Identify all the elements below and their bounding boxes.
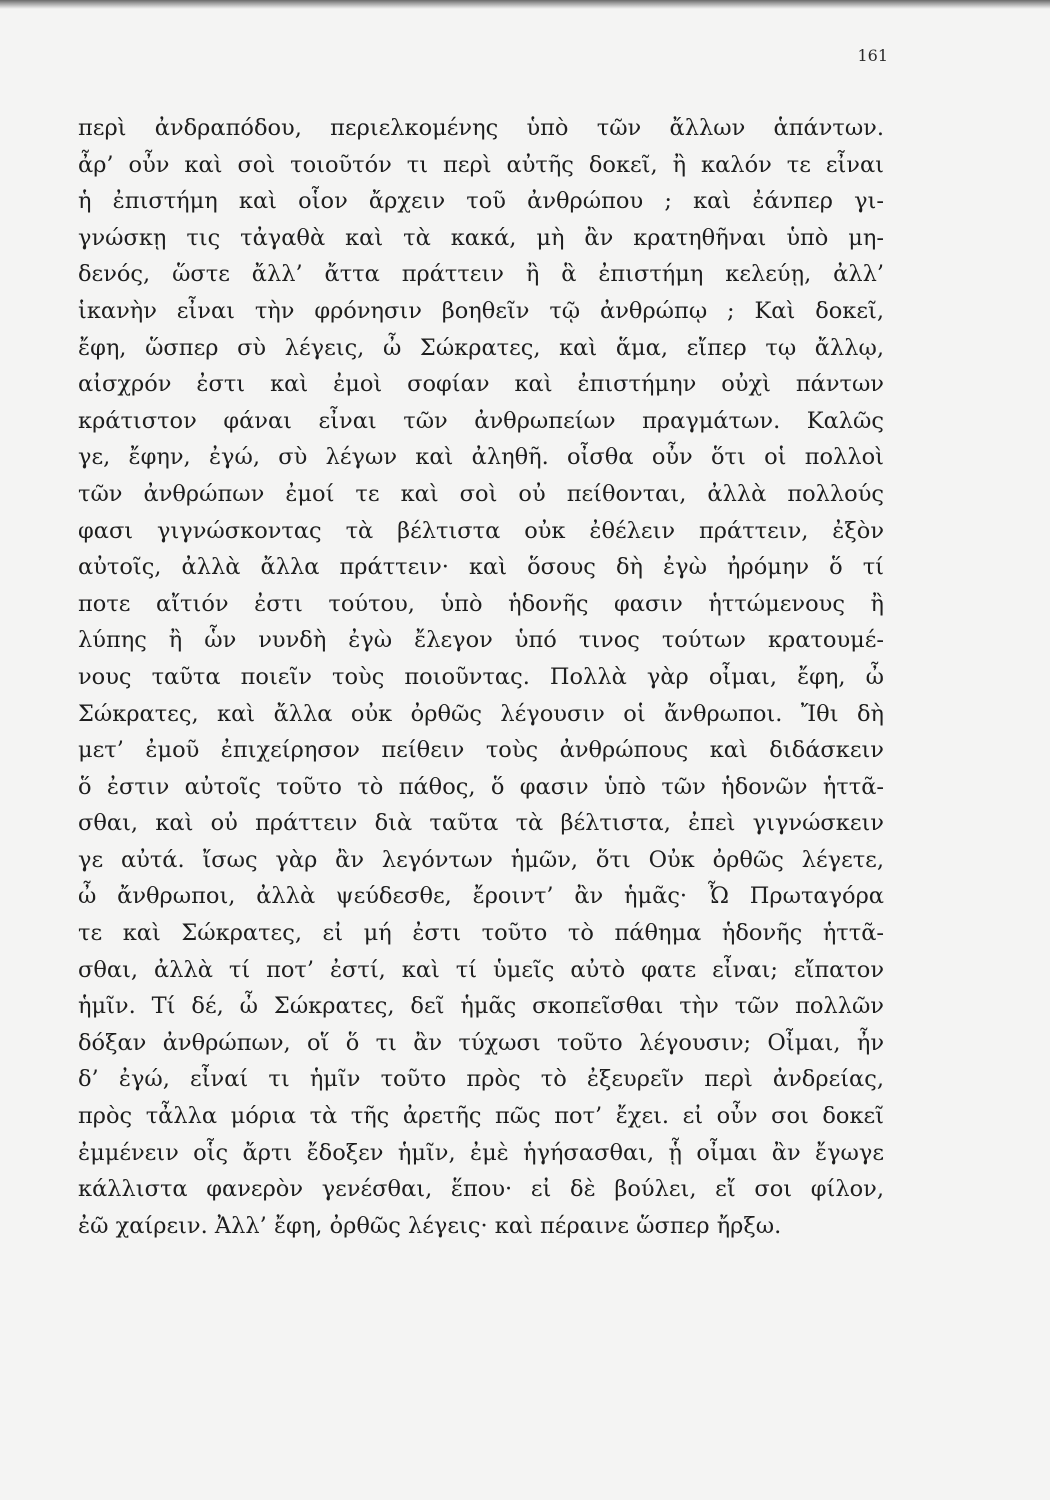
text-line: ἱκανὴν εἶναι τὴν φρόνησιν βοηθεῖν τῷ ἀνθρώπῳ ; Καὶ δοκεῖ, xyxy=(78,297,884,324)
text-line: φασι γιγνώσκοντας τὰ βέλτιστα οὐκ ἐθέλειν πράττειν, ἐξὸν xyxy=(78,517,884,544)
text-line: δενός, ὥστε ἄλλ’ ἄττα πράττειν ἢ ἃ ἐπιστήμη κελεύῃ, ἀλλ’ xyxy=(78,261,884,288)
text-line: κάλλιστα φανερὸν γενέσθαι, ἕπου· εἰ δὲ βούλει, εἴ σοι φίλον, xyxy=(78,1176,884,1203)
text-line: ἆρ’ οὖν καὶ σοὶ τοιοῦτόν τι περὶ αὐτῆς δοκεῖ, ἢ καλόν τε εἶναι xyxy=(78,151,884,178)
text-line: σθαι, καὶ οὐ πράττειν διὰ ταῦτα τὰ βέλτιστα, ἐπεὶ γιγνώσκειν xyxy=(78,810,884,837)
text-line: κράτιστον φάναι εἶναι τῶν ἀνθρωπείων πραγμάτων. Καλῶς xyxy=(78,407,884,434)
text-line: ποτε αἴτιόν ἐστι τούτου, ὑπὸ ἡδονῆς φασιν ἡττώμενους ἢ xyxy=(78,590,884,617)
text-line: περὶ ἀνδραπόδου, περιελκομένης ὑπὸ τῶν ἄλλων ἁπάντων. xyxy=(78,115,884,141)
text-line: τῶν ἀνθρώπων ἐμοί τε καὶ σοὶ οὐ πείθονται, ἀλλὰ πολλούς xyxy=(78,480,884,507)
text-line: μετ’ ἐμοῦ ἐπιχείρησον πείθειν τοὺς ἀνθρώπους καὶ διδάσκειν xyxy=(78,737,884,764)
text-line: λύπης ἢ ὧν νυνδὴ ἐγὼ ἔλεγον ὑπό τινος τούτων κρατουμέ- xyxy=(78,627,884,654)
text-line: τε καὶ Σώκρατες, εἰ μή ἐστι τοῦτο τὸ πάθημα ἡδονῆς ἡττᾶ- xyxy=(78,920,884,947)
text-line: γε, ἔφην, ἐγώ, σὺ λέγων καὶ ἀληθῆ. οἶσθα οὖν ὅτι οἱ πολλοὶ xyxy=(78,444,884,471)
text-line: ἔφη, ὥσπερ σὺ λέγεις, ὦ Σώκρατες, καὶ ἅμα, εἴπερ τῳ ἄλλῳ, xyxy=(78,334,884,361)
text-line: ἡμῖν. Τί δέ, ὦ Σώκρατες, δεῖ ἡμᾶς σκοπεῖσθαι τὴν τῶν πολλῶν xyxy=(78,993,884,1020)
text-line: ἐμμένειν οἷς ἄρτι ἔδοξεν ἡμῖν, ἐμὲ ἡγήσασθαι, ᾗ οἶμαι ἂν ἔγωγε xyxy=(78,1139,884,1166)
text-line: ὦ ἄνθρωποι, ἀλλὰ ψεύδεσθε, ἔροιντ’ ἂν ἡμᾶς· Ὦ Πρωταγόρα xyxy=(78,883,884,910)
text-line: αἰσχρόν ἐστι καὶ ἐμοὶ σοφίαν καὶ ἐπιστήμην οὐχὶ πάντων xyxy=(78,371,884,398)
scan-top-edge xyxy=(0,0,1050,9)
greek-text-body xyxy=(78,110,884,1244)
text-line: νους ταῦτα ποιεῖν τοὺς ποιοῦντας. Πολλὰ γὰρ οἶμαι, ἔφη, ὦ xyxy=(78,663,884,690)
text-line: ἡ ἐπιστήμη καὶ οἷον ἄρχειν τοῦ ἀνθρώπου ; καὶ ἐάνπερ γι- xyxy=(78,188,884,215)
text-line: σθαι, ἀλλὰ τί ποτ’ ἐστί, καὶ τί ὑμεῖς αὐτὸ φατε εἶναι; εἴπατον xyxy=(78,956,884,983)
text-line: Σώκρατες, καὶ ἄλλα οὐκ ὀρθῶς λέγουσιν οἱ ἄνθρωποι. Ἴθι δὴ xyxy=(78,700,884,727)
text-line: ὅ ἐστιν αὐτοῖς τοῦτο τὸ πάθος, ὅ φασιν ὑπὸ τῶν ἡδονῶν ἡττᾶ- xyxy=(78,773,884,800)
page-number: 161 xyxy=(857,46,888,65)
text-line: γε αὐτά. ἴσως γὰρ ἂν λεγόντων ἡμῶν, ὅτι Οὐκ ὀρθῶς λέγετε, xyxy=(78,846,884,873)
text-line: γνώσκῃ τις τἀγαθὰ καὶ τὰ κακά, μὴ ἂν κρατηθῆναι ὑπὸ μη- xyxy=(78,224,884,251)
text-line: δόξαν ἀνθρώπων, οἵ ὅ τι ἂν τύχωσι τοῦτο λέγουσιν; Οἶμαι, ἦν xyxy=(78,1029,884,1056)
text-line: αὐτοῖς, ἀλλὰ ἄλλα πράττειν· καὶ ὅσους δὴ ἐγὼ ἠρόμην ὅ τί xyxy=(78,554,884,581)
text-line: πρὸς τἆλλα μόρια τὰ τῆς ἀρετῆς πῶς ποτ’ ἔχει. εἰ οὖν σοι δοκεῖ xyxy=(78,1103,884,1130)
text-line: δ’ ἐγώ, εἶναί τι ἡμῖν τοῦτο πρὸς τὸ ἐξευρεῖν περὶ ἀνδρείας, xyxy=(78,1066,884,1093)
text-line: ἐῶ χαίρειν. Ἀλλ’ ἔφη, ὀρθῶς λέγεις· καὶ πέραινε ὥσπερ ἤρξω. xyxy=(78,1212,782,1239)
